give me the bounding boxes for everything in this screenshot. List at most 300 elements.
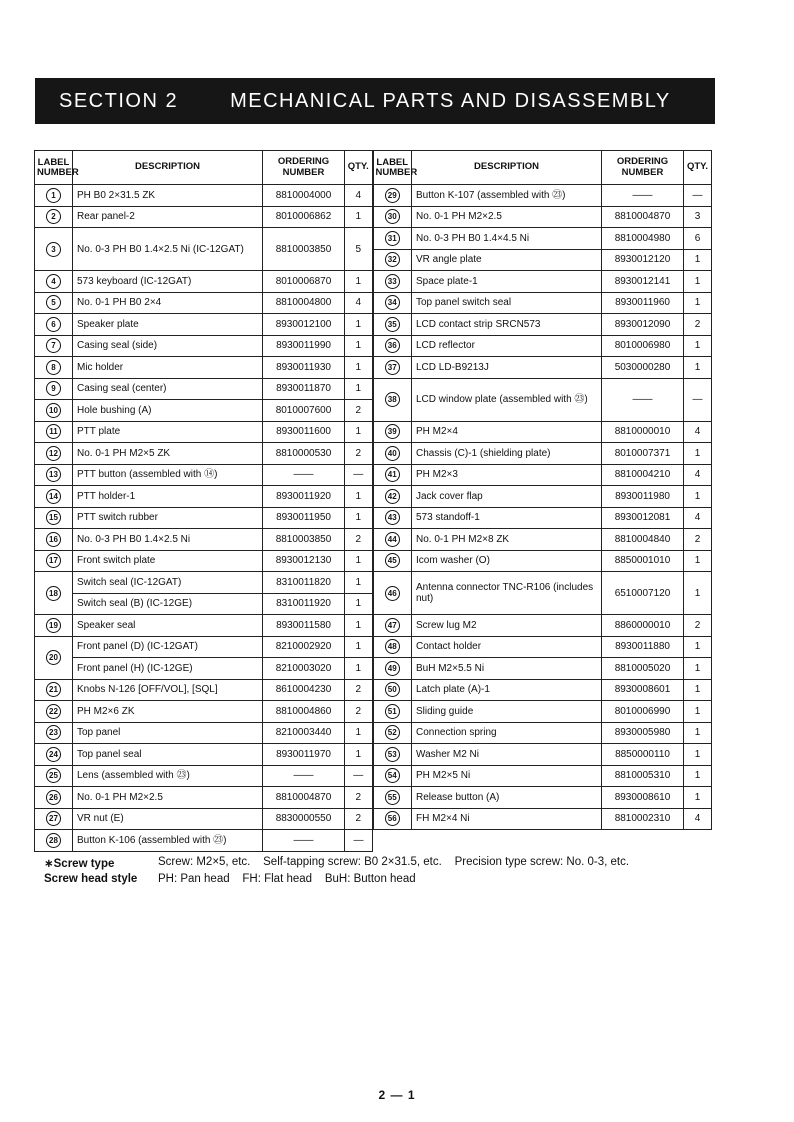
description-cell: LCD LD-B9213J	[412, 357, 602, 379]
label-number-cell	[373, 550, 412, 572]
ordering-number-cell: 8810004860	[263, 701, 345, 723]
ordering-number-cell: 8930012130	[263, 550, 345, 572]
label-number: 52	[385, 725, 400, 740]
description-cell: Connection spring	[412, 722, 602, 744]
description-cell: Jack cover flap	[412, 486, 602, 508]
ordering-number-cell: 8930008601	[602, 679, 684, 701]
label-number: 15	[46, 510, 61, 525]
qty-cell: 1	[345, 314, 373, 336]
ordering-number-cell: 8810000010	[602, 421, 684, 443]
label-number-cell	[373, 464, 412, 486]
ordering-number-cell: 8930008610	[602, 787, 684, 809]
ordering-number-cell: 8810004870	[602, 206, 684, 228]
label-number: 25	[46, 768, 61, 783]
ordering-number-cell: 8810005020	[602, 658, 684, 680]
qty-cell: 1	[684, 443, 712, 465]
ordering-number-cell: ——	[263, 830, 345, 852]
ordering-number-cell: 8930012141	[602, 271, 684, 293]
description-cell: Knobs N-126 [OFF/VOL], [SQL]	[73, 679, 263, 701]
table-row	[35, 507, 712, 529]
ordering-number-cell: 8810000530	[263, 443, 345, 465]
qty-cell: 1	[345, 572, 373, 594]
description-cell: PH B0 2×31.5 ZK	[73, 185, 263, 207]
qty-cell: 1	[684, 701, 712, 723]
label-number-cell	[373, 378, 412, 421]
label-number: 51	[385, 704, 400, 719]
description-cell: No. 0-1 PH M2×2.5	[73, 787, 263, 809]
label-number: 1	[46, 188, 61, 203]
ordering-number-cell: 8810002310	[602, 808, 684, 830]
screw-head-label: Screw head style	[44, 873, 138, 885]
label-number-cell	[373, 228, 412, 250]
description-cell: No. 0-1 PH M2×5 ZK	[73, 443, 263, 465]
label-number: 3	[46, 242, 61, 257]
ordering-number-cell: 8810004800	[263, 292, 345, 314]
label-number: 47	[385, 618, 400, 633]
ordering-number-cell: 8860000010	[602, 615, 684, 637]
label-number-cell	[373, 185, 412, 207]
ordering-number-cell: 8930012081	[602, 507, 684, 529]
label-number-cell	[35, 830, 73, 852]
table-row	[35, 636, 712, 658]
ordering-number-cell: 6510007120	[602, 572, 684, 615]
qty-cell: 1	[345, 550, 373, 572]
label-number-cell	[35, 314, 73, 336]
description-cell: Antenna connector TNC-R106 (includes nut)	[412, 572, 602, 615]
table-row	[35, 292, 712, 314]
description-cell: Front panel (D) (IC-12GAT)	[73, 636, 263, 658]
table-row	[35, 701, 712, 723]
description-cell: Front panel (H) (IC-12GE)	[73, 658, 263, 680]
label-number: 2	[46, 209, 61, 224]
label-number: 38	[385, 392, 400, 407]
label-number: 42	[385, 489, 400, 504]
label-number-cell	[373, 529, 412, 551]
label-number: 36	[385, 338, 400, 353]
ordering-number-cell: 8930011920	[263, 486, 345, 508]
description-cell: Hole bushing (A)	[73, 400, 263, 422]
header-ordering-number: ORDERING NUMBER	[602, 151, 684, 185]
ordering-number-cell: ——	[602, 185, 684, 207]
label-number: 8	[46, 360, 61, 375]
label-number-cell	[35, 357, 73, 379]
label-number-cell	[373, 443, 412, 465]
label-number: 45	[385, 553, 400, 568]
label-number-cell	[373, 744, 412, 766]
description-cell: Washer M2 Ni	[412, 744, 602, 766]
label-number-cell	[35, 378, 73, 400]
screw-type-note	[44, 856, 629, 873]
label-number-cell	[373, 701, 412, 723]
label-number: 10	[46, 403, 61, 418]
table-header-row	[35, 151, 712, 185]
screw-type-text: Screw: M2×5, etc. Self-tapping screw: B0 2×31.5, etc. Precision type screw: No. 0-3, etc.	[158, 856, 630, 868]
ordering-number-cell: 8810003850	[263, 529, 345, 551]
label-number: 5	[46, 295, 61, 310]
description-cell: Mic holder	[73, 357, 263, 379]
label-number: 53	[385, 747, 400, 762]
table-row	[35, 722, 712, 744]
description-cell: Rear panel-2	[73, 206, 263, 228]
description-cell: Release button (A)	[412, 787, 602, 809]
label-number: 17	[46, 553, 61, 568]
ordering-number-cell: 8930012100	[263, 314, 345, 336]
description-cell: Casing seal (center)	[73, 378, 263, 400]
label-number: 11	[46, 424, 61, 439]
ordering-number-cell: 8210002920	[263, 636, 345, 658]
qty-cell: 1	[684, 550, 712, 572]
label-number: 13	[46, 467, 61, 482]
description-cell: PH M2×4	[412, 421, 602, 443]
label-number-cell	[35, 400, 73, 422]
qty-cell: 4	[345, 185, 373, 207]
section-banner	[35, 78, 715, 124]
qty-cell: 2	[345, 787, 373, 809]
label-number: 22	[46, 704, 61, 719]
ordering-number-cell: 8930011990	[263, 335, 345, 357]
label-number: 35	[385, 317, 400, 332]
qty-cell: 4	[684, 421, 712, 443]
qty-cell: 1	[345, 507, 373, 529]
qty-cell: 1	[345, 271, 373, 293]
qty-cell: 2	[684, 529, 712, 551]
label-number-cell	[35, 765, 73, 787]
qty-cell: 4	[684, 464, 712, 486]
header-qty: QTY.	[345, 151, 373, 185]
ordering-number-cell: 8810004980	[602, 228, 684, 250]
qty-cell: 1	[684, 357, 712, 379]
label-number-cell	[35, 787, 73, 809]
label-number-cell	[35, 701, 73, 723]
label-number: 55	[385, 790, 400, 805]
description-cell: No. 0-1 PH M2×2.5	[412, 206, 602, 228]
description-cell: VR angle plate	[412, 249, 602, 271]
qty-cell: 1	[345, 357, 373, 379]
description-cell: Speaker seal	[73, 615, 263, 637]
table-row	[35, 572, 712, 594]
label-number: 30	[385, 209, 400, 224]
qty-cell: —	[345, 464, 373, 486]
section-title: MECHANICAL PARTS AND DISASSEMBLY	[230, 89, 671, 112]
description-cell: Space plate-1	[412, 271, 602, 293]
label-number: 29	[385, 188, 400, 203]
ordering-number-cell: ——	[263, 464, 345, 486]
label-number: 20	[46, 650, 61, 665]
qty-cell: —	[684, 185, 712, 207]
label-number: 44	[385, 532, 400, 547]
ordering-number-cell: 8930011580	[263, 615, 345, 637]
description-cell: 573 keyboard (IC-12GAT)	[73, 271, 263, 293]
label-number-cell	[35, 679, 73, 701]
table-row	[35, 765, 712, 787]
ordering-number-cell: 8010006862	[263, 206, 345, 228]
qty-cell: 1	[684, 765, 712, 787]
description-cell: Top panel switch seal	[412, 292, 602, 314]
qty-cell: 1	[684, 636, 712, 658]
qty-cell: 1	[345, 722, 373, 744]
description-cell: Top panel	[73, 722, 263, 744]
section-number: SECTION 2	[59, 89, 179, 112]
qty-cell: —	[345, 765, 373, 787]
label-number-cell	[35, 636, 73, 679]
description-cell: No. 0-3 PH B0 1.4×2.5 Ni (IC-12GAT)	[73, 228, 263, 271]
label-number-cell	[373, 249, 412, 271]
ordering-number-cell: 8010006980	[602, 335, 684, 357]
description-cell: Button K-107 (assembled with ㉓)	[412, 185, 602, 207]
page-number: 2 — 1	[378, 1088, 416, 1102]
parts-table	[34, 150, 712, 852]
label-number-cell	[35, 271, 73, 293]
label-number: 28	[46, 833, 61, 848]
label-number: 12	[46, 446, 61, 461]
qty-cell: 1	[684, 787, 712, 809]
table-row	[35, 185, 712, 207]
qty-cell: 1	[684, 271, 712, 293]
table-row	[35, 658, 712, 680]
qty-cell: 4	[684, 507, 712, 529]
label-number-cell	[373, 658, 412, 680]
qty-cell: 1	[684, 744, 712, 766]
description-cell: BuH M2×5.5 Ni	[412, 658, 602, 680]
description-cell: Contact holder	[412, 636, 602, 658]
label-number: 7	[46, 338, 61, 353]
label-number: 6	[46, 317, 61, 332]
description-cell: 573 standoff-1	[412, 507, 602, 529]
description-cell: Switch seal (B) (IC-12GE)	[73, 593, 263, 615]
table-row	[35, 271, 712, 293]
qty-cell: 4	[684, 808, 712, 830]
qty-cell: 1	[684, 572, 712, 615]
qty-cell: 1	[345, 206, 373, 228]
qty-cell: 1	[345, 378, 373, 400]
label-number-cell	[35, 421, 73, 443]
table-row	[35, 679, 712, 701]
label-number: 19	[46, 618, 61, 633]
ordering-number-cell: 8930012120	[602, 249, 684, 271]
description-cell: No. 0-3 PH B0 1.4×4.5 Ni	[412, 228, 602, 250]
table-row	[35, 787, 712, 809]
label-number-cell	[35, 550, 73, 572]
ordering-number-cell: 8310011920	[263, 593, 345, 615]
description-cell: Latch plate (A)-1	[412, 679, 602, 701]
label-number: 27	[46, 811, 61, 826]
ordering-number-cell: 8810004000	[263, 185, 345, 207]
label-number-cell	[373, 314, 412, 336]
description-cell: No. 0-1 PH B0 2×4	[73, 292, 263, 314]
label-number: 54	[385, 768, 400, 783]
qty-cell: 2	[345, 808, 373, 830]
description-cell: PH M2×6 ZK	[73, 701, 263, 723]
label-number-cell	[35, 464, 73, 486]
ordering-number-cell: 8850000110	[602, 744, 684, 766]
ordering-number-cell: 8850001010	[602, 550, 684, 572]
label-number: 43	[385, 510, 400, 525]
qty-cell: 2	[345, 400, 373, 422]
screw-head-text: PH: Pan head FH: Flat head BuH: Button head	[158, 873, 416, 885]
header-description: DESCRIPTION	[73, 151, 263, 185]
table-row	[35, 421, 712, 443]
label-number: 23	[46, 725, 61, 740]
ordering-number-cell: ——	[602, 378, 684, 421]
label-number: 50	[385, 682, 400, 697]
label-number-cell	[373, 335, 412, 357]
ordering-number-cell: 8930011870	[263, 378, 345, 400]
table-row	[35, 335, 712, 357]
description-cell: Chassis (C)-1 (shielding plate)	[412, 443, 602, 465]
qty-cell: 1	[345, 593, 373, 615]
label-number-cell	[35, 335, 73, 357]
label-number-cell	[35, 206, 73, 228]
label-number: 34	[385, 295, 400, 310]
label-number-cell	[373, 421, 412, 443]
table-row	[35, 378, 712, 400]
description-cell: Casing seal (side)	[73, 335, 263, 357]
ordering-number-cell: 8930012090	[602, 314, 684, 336]
label-number: 4	[46, 274, 61, 289]
header-qty: QTY.	[684, 151, 712, 185]
description-cell: PH M2×5 Ni	[412, 765, 602, 787]
table-row	[35, 550, 712, 572]
table-row	[35, 206, 712, 228]
ordering-number-cell: 8810004870	[263, 787, 345, 809]
ordering-number-cell: 8930011880	[602, 636, 684, 658]
qty-cell: 1	[345, 615, 373, 637]
qty-cell: 2	[345, 679, 373, 701]
ordering-number-cell: 8010007371	[602, 443, 684, 465]
ordering-number-cell: 8930011970	[263, 744, 345, 766]
ordering-number-cell: 8310011820	[263, 572, 345, 594]
label-number: 24	[46, 747, 61, 762]
label-number-cell	[35, 572, 73, 615]
label-number-cell	[35, 443, 73, 465]
label-number-cell	[373, 722, 412, 744]
qty-cell: 1	[345, 421, 373, 443]
description-cell: No. 0-3 PH B0 1.4×2.5 Ni	[73, 529, 263, 551]
label-number: 37	[385, 360, 400, 375]
header-label-number: LABEL NUMBER	[35, 151, 73, 185]
description-cell: Switch seal (IC-12GAT)	[73, 572, 263, 594]
label-number-cell	[373, 787, 412, 809]
qty-cell: 2	[345, 701, 373, 723]
label-number-cell	[373, 636, 412, 658]
description-cell: VR nut (E)	[73, 808, 263, 830]
header-label-number: LABEL NUMBER	[373, 151, 412, 185]
label-number: 9	[46, 381, 61, 396]
qty-cell: 1	[684, 722, 712, 744]
label-number-cell	[373, 271, 412, 293]
description-cell: Top panel seal	[73, 744, 263, 766]
description-cell: Front switch plate	[73, 550, 263, 572]
qty-cell: 2	[345, 443, 373, 465]
label-number-cell	[373, 507, 412, 529]
qty-cell: 1	[684, 679, 712, 701]
label-number: 49	[385, 661, 400, 676]
label-number: 41	[385, 467, 400, 482]
description-cell: Icom washer (O)	[412, 550, 602, 572]
table-row	[35, 830, 712, 852]
ordering-number-cell: 8010007600	[263, 400, 345, 422]
table-row	[35, 486, 712, 508]
label-number-cell	[373, 292, 412, 314]
qty-cell: 3	[684, 206, 712, 228]
description-cell: Lens (assembled with ㉓)	[73, 765, 263, 787]
description-cell: FH M2×4 Ni	[412, 808, 602, 830]
qty-cell: 1	[684, 658, 712, 680]
screw-type-label: ∗Screw type	[44, 858, 115, 870]
label-number-cell	[35, 529, 73, 551]
qty-cell: 2	[684, 314, 712, 336]
ordering-number-cell: 8610004230	[263, 679, 345, 701]
label-number: 31	[385, 231, 400, 246]
qty-cell: 2	[345, 529, 373, 551]
parts-table-body	[35, 185, 712, 852]
table-row	[35, 228, 712, 250]
qty-cell: 2	[684, 615, 712, 637]
label-number-cell	[373, 808, 412, 830]
table-row	[35, 443, 712, 465]
label-number: 33	[385, 274, 400, 289]
label-number-cell	[373, 486, 412, 508]
qty-cell: 1	[345, 486, 373, 508]
label-number: 46	[385, 586, 400, 601]
label-number: 40	[385, 446, 400, 461]
label-number: 48	[385, 639, 400, 654]
table-row	[35, 744, 712, 766]
qty-cell: 1	[345, 335, 373, 357]
description-cell: Screw lug M2	[412, 615, 602, 637]
ordering-number-cell: 8210003440	[263, 722, 345, 744]
description-cell: PTT switch rubber	[73, 507, 263, 529]
description-cell: Sliding guide	[412, 701, 602, 723]
label-number-cell	[373, 615, 412, 637]
label-number-cell	[35, 507, 73, 529]
label-number-cell	[373, 679, 412, 701]
ordering-number-cell: 8810004840	[602, 529, 684, 551]
label-number-cell	[35, 744, 73, 766]
ordering-number-cell: 8930011600	[263, 421, 345, 443]
qty-cell: 1	[684, 335, 712, 357]
ordering-number-cell: 8830000550	[263, 808, 345, 830]
label-number-cell	[35, 722, 73, 744]
qty-cell: 6	[684, 228, 712, 250]
qty-cell: 5	[345, 228, 373, 271]
ordering-number-cell: 8010006870	[263, 271, 345, 293]
label-number: 14	[46, 489, 61, 504]
ordering-number-cell: 8930011930	[263, 357, 345, 379]
ordering-number-cell: 8930011950	[263, 507, 345, 529]
ordering-number-cell: ——	[263, 765, 345, 787]
ordering-number-cell: 8810003850	[263, 228, 345, 271]
ordering-number-cell: 8810005310	[602, 765, 684, 787]
label-number-cell	[35, 228, 73, 271]
label-number-cell	[35, 292, 73, 314]
ordering-number-cell: 8010006990	[602, 701, 684, 723]
label-number-cell	[35, 185, 73, 207]
ordering-number-cell: 5030000280	[602, 357, 684, 379]
description-cell: LCD window plate (assembled with ㉓)	[412, 378, 602, 421]
description-cell: PTT holder-1	[73, 486, 263, 508]
qty-cell: 1	[345, 744, 373, 766]
label-number-cell	[35, 808, 73, 830]
label-number-cell	[373, 357, 412, 379]
ordering-number-cell: 8810004210	[602, 464, 684, 486]
ordering-number-cell: 8930011980	[602, 486, 684, 508]
ordering-number-cell: 8930011960	[602, 292, 684, 314]
description-cell: LCD reflector	[412, 335, 602, 357]
label-number: 21	[46, 682, 61, 697]
label-number: 18	[46, 586, 61, 601]
ordering-number-cell: 8930005980	[602, 722, 684, 744]
